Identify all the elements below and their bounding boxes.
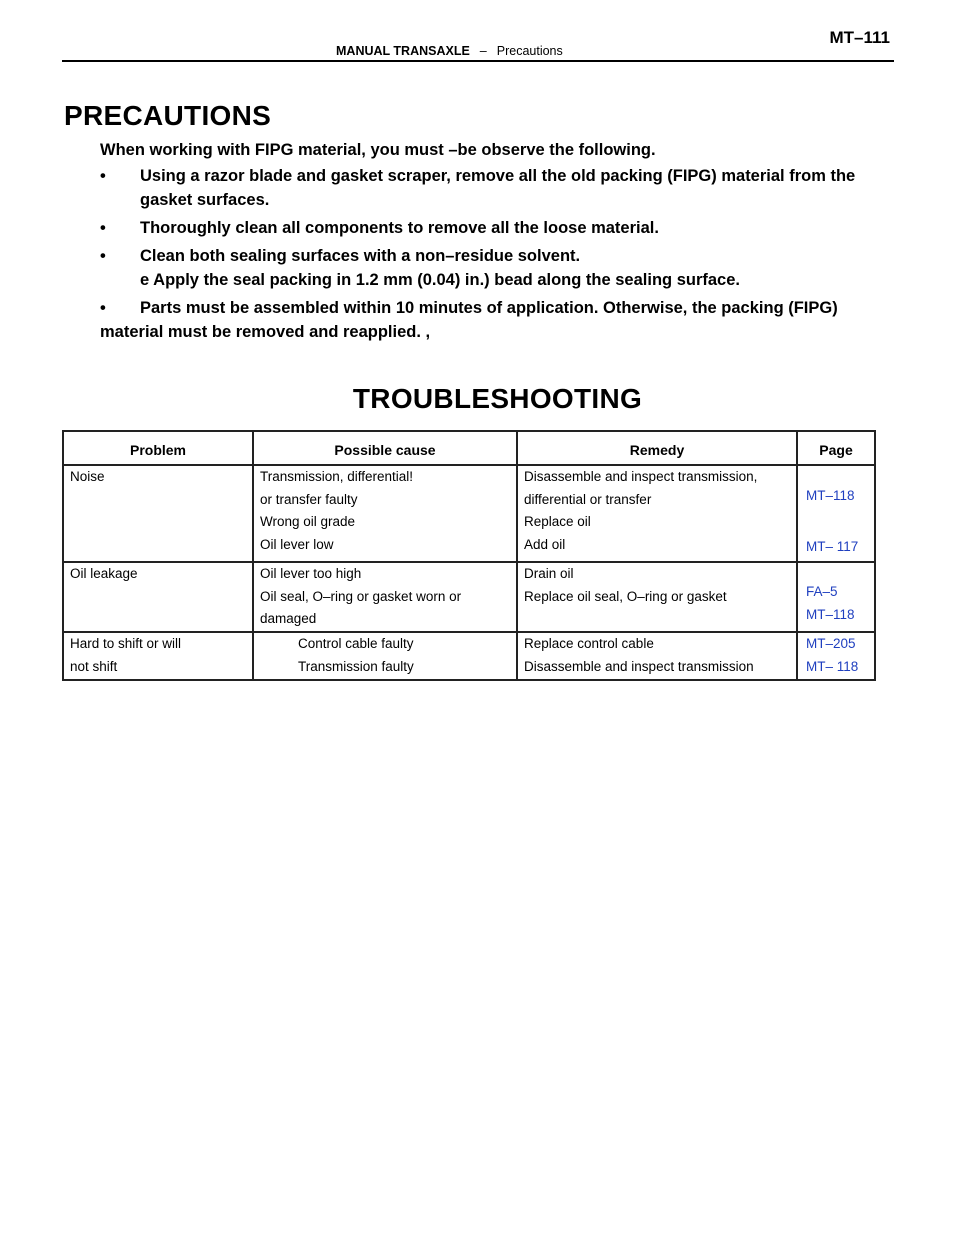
header-section xyxy=(336,44,563,58)
page-cell xyxy=(797,632,875,680)
cause-text: Oil seal, O–ring or gasket worn or xyxy=(260,588,462,604)
cause-text: Oil lever low xyxy=(260,536,334,552)
column-header-remedy: Remedy xyxy=(517,431,797,465)
bullet-icon: • xyxy=(100,247,106,265)
problem-text: Hard to shift or will xyxy=(70,636,182,651)
page-link[interactable]: MT– 117 xyxy=(806,538,859,554)
bullet-icon: • xyxy=(100,167,106,185)
page-cell xyxy=(797,562,875,632)
troubleshooting-title: TROUBLESHOOTING xyxy=(352,383,643,414)
precaution-item-4 xyxy=(100,296,880,344)
page-header xyxy=(62,26,894,62)
table-row xyxy=(63,562,875,632)
troubleshooting-table xyxy=(62,430,876,681)
table-header-row xyxy=(63,431,875,465)
remedy-text: Disassemble and inspect transmission, xyxy=(524,469,758,484)
page-link[interactable]: MT–118 xyxy=(806,606,855,622)
remedy-text: Disassemble and inspect transmission xyxy=(524,658,754,674)
remedy-text: Drain oil xyxy=(524,566,574,581)
problem-text: Oil leakage xyxy=(70,566,138,581)
precaution-text: Clean both sealing surfaces with a non–residue solvent. xyxy=(140,247,581,265)
remedy-cell xyxy=(517,632,797,680)
remedy-text: Replace oil xyxy=(524,514,591,529)
precautions-title: PRECAUTIONS xyxy=(64,100,272,131)
problem-cell xyxy=(63,632,253,680)
precautions-body xyxy=(100,138,880,348)
cause-text: Wrong oil grade xyxy=(260,514,356,529)
remedy-text: Replace oil seal, O–ring or gasket xyxy=(524,588,727,604)
header-subsection: Precautions xyxy=(496,44,563,58)
precautions-intro: When working with FIPG material, you must –be observe the following. xyxy=(100,141,656,159)
problem-text: not shift xyxy=(70,658,118,674)
cause-cell xyxy=(253,465,517,562)
header-page-code: MT–111 xyxy=(829,28,890,47)
cause-text: Transmission faulty xyxy=(298,658,414,674)
precaution-continuation: material must be removed and reapplied. , xyxy=(100,323,431,341)
table-row xyxy=(63,632,875,680)
remedy-cell xyxy=(517,562,797,632)
cause-text: Transmission, differential! xyxy=(260,469,414,484)
cause-text: Oil lever too high xyxy=(260,566,362,581)
page-link[interactable]: MT– 118 xyxy=(806,658,859,674)
column-header-cause: Possible cause xyxy=(253,431,517,465)
precaution-extra-text: e Apply the seal packing in 1.2 mm (0.04) in.) bead along the sealing surface. xyxy=(140,271,740,289)
precaution-item-3 xyxy=(100,244,880,292)
header-section-title: MANUAL TRANSAXLE xyxy=(336,44,470,58)
page-cell xyxy=(797,465,875,562)
problem-cell xyxy=(63,465,253,562)
cause-cell xyxy=(253,562,517,632)
cause-text: Control cable faulty xyxy=(298,636,414,651)
remedy-cell xyxy=(517,465,797,562)
cause-cell xyxy=(253,632,517,680)
precaution-text: Using a razor blade and gasket scraper, remove all the old packing (FIPG) material from the gasket surfaces. xyxy=(140,167,856,209)
page-link[interactable]: MT–205 xyxy=(806,636,856,651)
column-header-page: Page xyxy=(797,431,875,465)
remedy-text: differential or transfer xyxy=(524,491,652,507)
remedy-text: Replace control cable xyxy=(524,636,654,651)
table-row xyxy=(63,465,875,562)
precaution-item-2 xyxy=(100,216,880,240)
cause-text: damaged xyxy=(260,611,317,626)
precaution-text: Thoroughly clean all components to remove all the loose material. xyxy=(140,219,659,237)
page-link[interactable]: MT–118 xyxy=(806,488,855,503)
precaution-item-1 xyxy=(100,164,880,212)
precaution-text: Parts must be assembled within 10 minutes of application. Otherwise, the packing (FIPG) xyxy=(140,299,838,317)
problem-text: Noise xyxy=(70,469,105,484)
column-header-problem: Problem xyxy=(63,431,253,465)
cause-text: or transfer faulty xyxy=(260,491,358,507)
header-separator: – xyxy=(479,44,487,58)
remedy-text: Add oil xyxy=(524,536,566,552)
page-link[interactable]: FA–5 xyxy=(806,584,838,599)
problem-cell xyxy=(63,562,253,632)
bullet-icon: • xyxy=(100,219,106,237)
bullet-icon: • xyxy=(100,299,106,317)
